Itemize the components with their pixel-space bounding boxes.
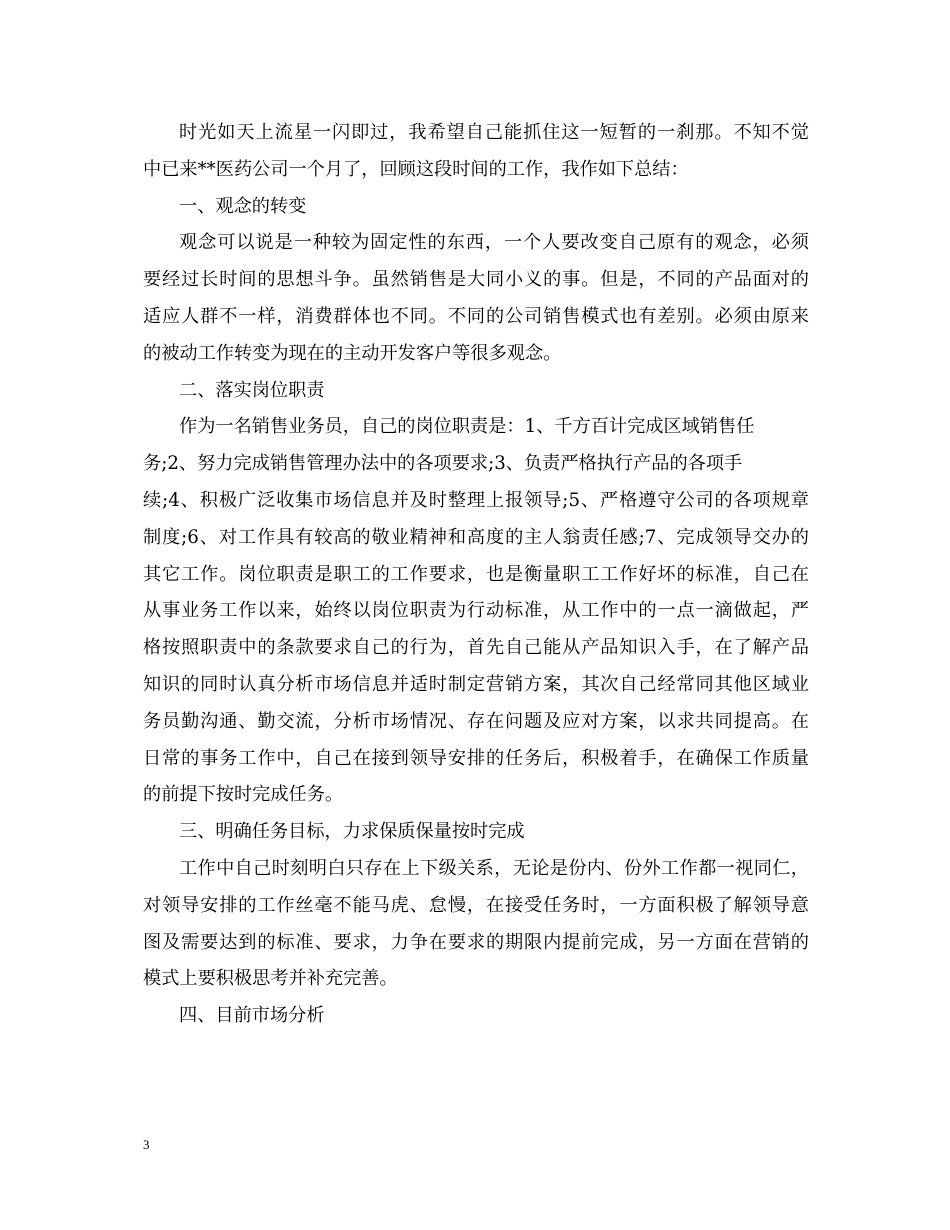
text-line: 三、明确任务目标，力求保质保量按时完成 (179, 821, 525, 843)
text-line: 图及需要达到的标准、要求，力争在要求的期限内提前完成，另一方面在营销的 (143, 931, 809, 953)
text-line: 制度;6、对工作具有较高的敬业精神和高度的主人翁责任感;7、完成领导交办的 (143, 526, 809, 548)
page-number: 3 (143, 1137, 150, 1152)
text-line: 日常的事务工作中，自己在接到领导安排的任务后，积极着手，在确保工作质量 (143, 747, 809, 769)
text-line: 务员勤沟通、勤交流，分析市场情况、存在问题及应对方案，以求共同提高。在 (143, 710, 809, 732)
text-line: 续;4、积极广泛收集市场信息并及时整理上报领导;5、严格遵守公司的各项规章 (143, 489, 809, 511)
text-line: 工作中自己时刻明白只存在上下级关系，无论是份内、份外工作都一视同仁， (179, 857, 809, 879)
text-line: 要经过长时间的思想斗争。虽然销售是大同小义的事。但是，不同的产品面对的 (143, 269, 809, 291)
text-line: 的前提下按时完成任务。 (143, 784, 344, 806)
text-line: 观念可以说是一种较为固定性的东西，一个人要改变自己原有的观念，必须 (179, 232, 809, 254)
text-line: 格按照职责中的条款要求自己的行为，首先自己能从产品知识入手，在了解产品 (143, 637, 809, 659)
text-line: 二、落实岗位职责 (179, 379, 325, 401)
text-line: 对领导安排的工作丝毫不能马虎、怠慢，在接受任务时，一方面积极了解领导意 (143, 894, 809, 916)
text-line: 中已来**医药公司一个月了，回顾这段时间的工作，我作如下总结： (143, 158, 689, 180)
text-line: 作为一名销售业务员，自己的岗位职责是：1、千方百计完成区域销售任 (179, 416, 755, 438)
text-line: 适应人群不一样，消费群体也不同。不同的公司销售模式也有差别。必须由原来 (143, 305, 809, 327)
text-line: 一、观念的转变 (179, 195, 307, 217)
text-line: 务;2、努力完成销售管理办法中的各项要求;3、负责严格执行产品的各项手 (143, 453, 743, 475)
text-line: 时光如天上流星一闪即过，我希望自己能抓住这一短暂的一刹那。不知不觉 (179, 122, 809, 143)
text-line: 知识的同时认真分析市场信息并适时制定营销方案，其次自己经常同其他区域业 (143, 673, 809, 695)
text-line: 模式上要积极思考并补充完善。 (143, 968, 398, 990)
text-line: 其它工作。岗位职责是职工的工作要求，也是衡量职工工作好坏的标准，自己在 (143, 563, 809, 585)
text-line: 从事业务工作以来，始终以岗位职责为行动标准，从工作中的一点一滴做起，严 (143, 600, 809, 622)
document-body (143, 115, 809, 1035)
text-line: 的被动工作转变为现在的主动开发客户等很多观念。 (143, 342, 562, 364)
text-line: 四、目前市场分析 (179, 1005, 325, 1027)
